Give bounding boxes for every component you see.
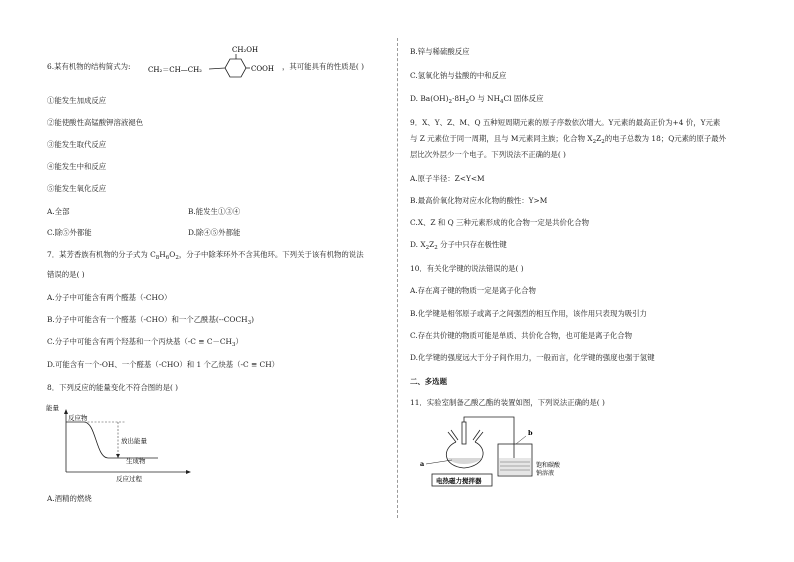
q9-option-c: C.X、Z 和 Q 三种元素形成的化合物一定是共价化合物 [410,218,590,227]
q9-stem-line3: 层比次外层少一个电子。下列说法不正确的是( ) [410,150,566,159]
reactant-label: 反应物 [68,414,88,422]
q8-option-c: C.氢氧化钠与盐酸的中和反应 [410,71,507,80]
q7-stem-line2: 错误的是( ) [47,270,85,279]
energy-axis-label: 能量 [46,404,59,412]
q6-item-1: ①能发生加成反应 [47,96,107,105]
q6-option-b: B.能发生①③④ [188,207,241,216]
q11-apparatus-diagram [418,414,588,490]
q8-energy-diagram [46,402,196,482]
q11-stem: 11．实验室制备乙酸乙酯的装置如图，下列说法正确的是( ) [410,398,605,407]
q10-option-d: D.化学键的强度远大于分子间作用力，一般而言，化学键的强度也强于氢键 [410,353,655,362]
label-a: a [420,460,425,468]
solution-label: 饱和碳酸钠溶液 [536,462,561,477]
q6-stem-after: ，其可能具有的性质是( ) [282,62,365,71]
section-heading-multiple-choice: 二、多选题 [410,377,447,386]
q9-stem-line1: 9．X、Y、Z、M、Q 五种短周期元素的原子序数依次增大。Y元素的最高正价为+4 价，Y元素 [410,118,721,127]
q8-stem: 8．下列反应的能量变化不符合图的是( ) [47,383,179,392]
q6-option-a: A.全部 [47,207,70,216]
q9-option-d: D. $X_2Z_2$ 分子中只存在极性键 [410,240,507,251]
energy-released-label: 放出能量 [121,437,147,445]
q7-option-d: D.可能含有一个-OH、一个醛基（-CHO）和 1 个乙炔基（-C ≡ CH） [47,360,280,369]
formula-cooh: COOH [251,65,274,73]
q7-stem-line1: 7．某芳香族有机物的分子式为 $C_8H_6O_2$，分子中除苯环外不含其他环。下列关于该有机物的说法 [47,250,364,261]
q10-option-c: C.存在共价键的物质可能是单质、共价化合物，也可能是离子化合物 [410,331,633,340]
label-b: b [528,429,533,437]
column-divider [397,38,398,518]
q9-stem-line2: 与 Z 元素位于同一周期，且与 M元素同主族；化合物 $X_2Z_2$的电子总数为 18；Q元素的原子最外 [410,134,727,145]
q8-option-d: D. $Ba(OH)_2\cdot 8H_2O$ 与 $NH_4Cl$ 固体反应 [410,94,544,105]
q6-item-5: ⑤能发生氧化反应 [47,184,107,193]
q10-option-b: B.化学键是相邻原子或离子之间强烈的相互作用，该作用只表现为吸引力 [410,309,647,318]
q7-option-b: B.分子中可能含有一个醛基（-CHO）和一个乙酰基$(--COCH_3)$ [47,315,254,326]
q6-option-d: D.除④⑤外都能 [188,228,241,237]
q9-option-a: A.原子半径：Z<Y<M [410,174,485,183]
product-label: 生成物 [126,457,146,465]
formula-chain: CH₂＝CH—CH₂ [148,66,202,74]
q6-item-3: ③能发生取代反应 [47,140,107,149]
formula-ch2oh: CH₂OH [232,46,259,54]
q9-option-b: B.最高价氧化物对应水化物的酸性：Y>M [410,196,548,205]
q6-structural-formula [146,40,282,80]
q10-option-a: A.存在离子键的物质一定是离子化合物 [410,286,536,295]
stirrer-label: 电热磁力搅拌器 [436,477,482,485]
q7-option-a: A.分子中可能含有两个醛基（-CHO） [47,293,172,302]
q6-option-c: C.除⑤外都能 [47,228,92,237]
q6-item-2: ②能使酸性高锰酸钾溶液褪色 [47,118,144,127]
process-axis-label: 反应过程 [116,475,142,482]
benzene-ring [225,59,246,77]
q8-option-b: B.锌与稀硫酸反应 [410,47,470,56]
delivery-tube [464,417,514,464]
q8-option-a: A.酒精的燃烧 [47,494,92,503]
q6-item-4: ④能发生中和反应 [47,162,107,171]
q7-option-c: C.分子中可能含有两个羟基和一个丙炔基$(-C \equiv C-CH_3)$ [47,337,243,348]
q10-stem: 10．有关化学键的说法错误的是( ) [410,264,524,273]
q6-stem-before: 6.某有机物的结构简式为: [47,62,131,71]
